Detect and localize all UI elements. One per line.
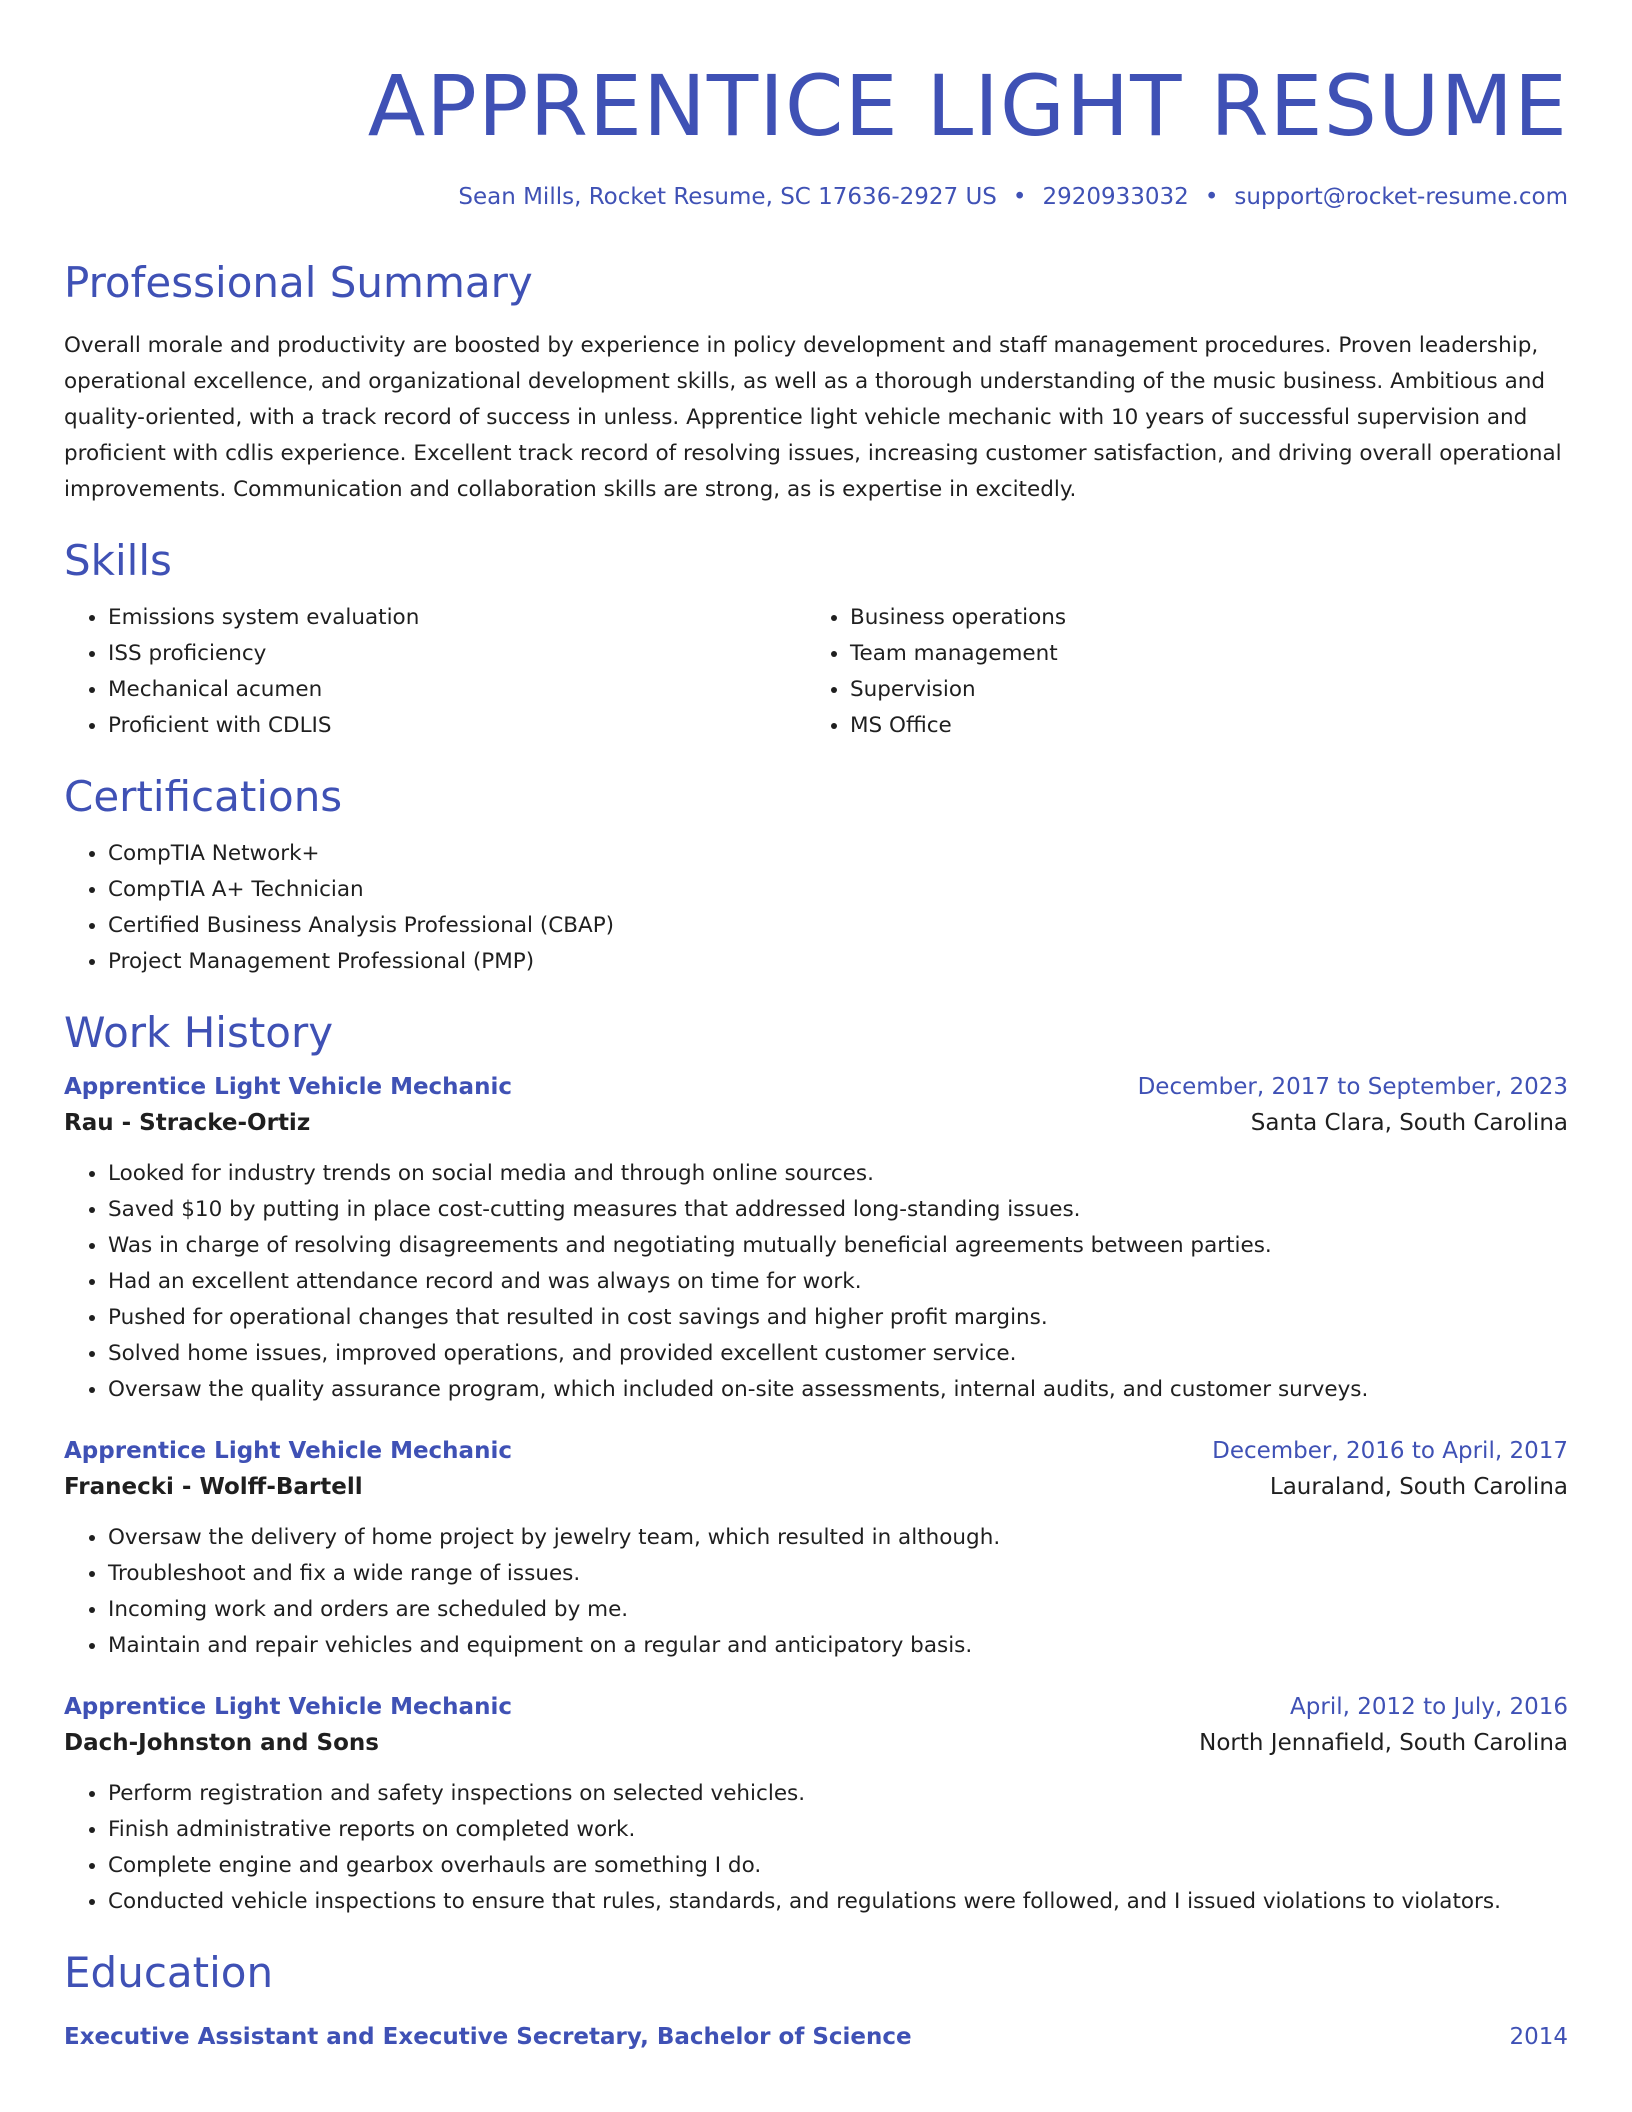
job-bullet: • Maintain and repair vehicles and equipment on a regular and anticipatory basis. [108, 1628, 1568, 1664]
job-subheader [64, 1104, 1568, 1142]
job-bullet: • Incoming work and orders are scheduled by me. [108, 1592, 1568, 1628]
contact-address: Sean Mills, Rocket Resume, SC 17636-2927 US [458, 184, 997, 210]
education-heading: Education [64, 1948, 274, 1997]
education-degree: Executive Assistant and Executive Secretary, Bachelor of Science [64, 2024, 912, 2050]
job-header [64, 1434, 1568, 1468]
job-dates: December, 2016 to April, 2017 [1212, 1438, 1568, 1464]
job-bullet: • Perform registration and safety inspections on selected vehicles. [108, 1776, 1568, 1812]
skills-column-right [806, 600, 1548, 744]
job-bullet: • Saved $10 by putting in place cost-cutting measures that addressed long-standing issues. [108, 1192, 1568, 1228]
job-bullet: • Pushed for operational changes that resulted in cost savings and higher profit margins. [108, 1300, 1568, 1336]
job-bullet: • Oversaw the delivery of home project by jewelry team, which resulted in although. [108, 1520, 1568, 1556]
job-bullets [64, 1520, 1568, 1664]
job-title: Apprentice Light Vehicle Mechanic [64, 1694, 512, 1720]
job-bullet: • Was in charge of resolving disagreements and negotiating mutually beneficial agreements between parties. [108, 1228, 1568, 1264]
job-entry [64, 1690, 1568, 1920]
education-year: 2014 [1509, 2024, 1568, 2050]
certification-item: • Certified Business Analysis Professional (CBAP) [108, 908, 1568, 944]
job-location: North Jennafield, South Carolina [1199, 1730, 1568, 1756]
job-entry [64, 1434, 1568, 1664]
skills-list [64, 600, 1568, 744]
certification-item: • Project Management Professional (PMP) [108, 944, 1568, 980]
skill-item: • ISS proficiency [108, 636, 806, 672]
job-bullet: • Finish administrative reports on completed work. [108, 1812, 1568, 1848]
skills-column-left [64, 600, 806, 744]
job-bullets [64, 1776, 1568, 1920]
job-entry [64, 1070, 1568, 1408]
skill-item: • Supervision [850, 672, 1548, 708]
job-company: Franecki - Wolff-Bartell [64, 1474, 363, 1500]
skill-item: • Emissions system evaluation [108, 600, 806, 636]
job-bullet: • Had an excellent attendance record and was always on time for work. [108, 1264, 1568, 1300]
summary-text: Overall morale and productivity are boosted by experience in policy development and staff management procedures. Proven leadership, operational excellence, and organizational development skills, as well as a thorough understanding of the music business. Ambitious and quality-oriented, with a track record of success in unless. Apprentice light vehicle mechanic with 10 years of successful supervision and proficient with cdlis experience. Excellent track record of resolving issues, increasing customer satisfaction, and driving overall operational improvements. Communication and collaboration skills are strong, as is expertise in excitedly. [64, 333, 1562, 502]
job-title: Apprentice Light Vehicle Mechanic [64, 1438, 512, 1464]
work-history-heading: Work History [64, 1008, 334, 1057]
job-subheader [64, 1724, 1568, 1762]
job-company: Rau - Stracke-Ortiz [64, 1110, 311, 1136]
job-bullet: • Troubleshoot and fix a wide range of issues. [108, 1556, 1568, 1592]
job-bullet: • Conducted vehicle inspections to ensure that rules, standards, and regulations were followed, and I issued violations to violators. [108, 1884, 1568, 1920]
summary-heading: Professional Summary [64, 258, 533, 307]
job-dates: April, 2012 to July, 2016 [1290, 1694, 1568, 1720]
contact-email[interactable]: support@rocket-resume.com [1234, 184, 1568, 210]
job-bullet: • Solved home issues, improved operations, and provided excellent customer service. [108, 1336, 1568, 1372]
contact-phone[interactable]: 2920933032 [1042, 184, 1189, 210]
education-entry [64, 2020, 1568, 2054]
job-header [64, 1690, 1568, 1724]
skill-item: • MS Office [850, 708, 1548, 744]
skills-heading: Skills [64, 536, 172, 585]
contact-line [64, 182, 1568, 212]
job-dates: December, 2017 to September, 2023 [1137, 1074, 1568, 1100]
job-header [64, 1070, 1568, 1104]
certification-item: • CompTIA Network+ [108, 836, 1568, 872]
skill-item: • Proficient with CDLIS [108, 708, 806, 744]
job-bullet: • Looked for industry trends on social media and through online sources. [108, 1156, 1568, 1192]
skill-item: • Team management [850, 636, 1548, 672]
job-title: Apprentice Light Vehicle Mechanic [64, 1074, 512, 1100]
certification-item: • CompTIA A+ Technician [108, 872, 1568, 908]
certifications-heading: Certifications [64, 772, 343, 821]
job-bullet: • Oversaw the quality assurance program, which included on-site assessments, internal audits, and customer surveys. [108, 1372, 1568, 1408]
certifications-list [64, 836, 1568, 980]
job-company: Dach-Johnston and Sons [64, 1730, 379, 1756]
contact-separator: • [1012, 184, 1027, 210]
job-bullets [64, 1156, 1568, 1408]
job-location: Santa Clara, South Carolina [1250, 1110, 1568, 1136]
job-subheader [64, 1468, 1568, 1506]
skill-item: • Mechanical acumen [108, 672, 806, 708]
job-bullet: • Complete engine and gearbox overhauls are something I do. [108, 1848, 1568, 1884]
skill-item: • Business operations [850, 600, 1548, 636]
contact-separator: • [1204, 184, 1219, 210]
resume-title: APPRENTICE LIGHT RESUME [367, 57, 1568, 155]
job-location: Lauraland, South Carolina [1269, 1474, 1568, 1500]
